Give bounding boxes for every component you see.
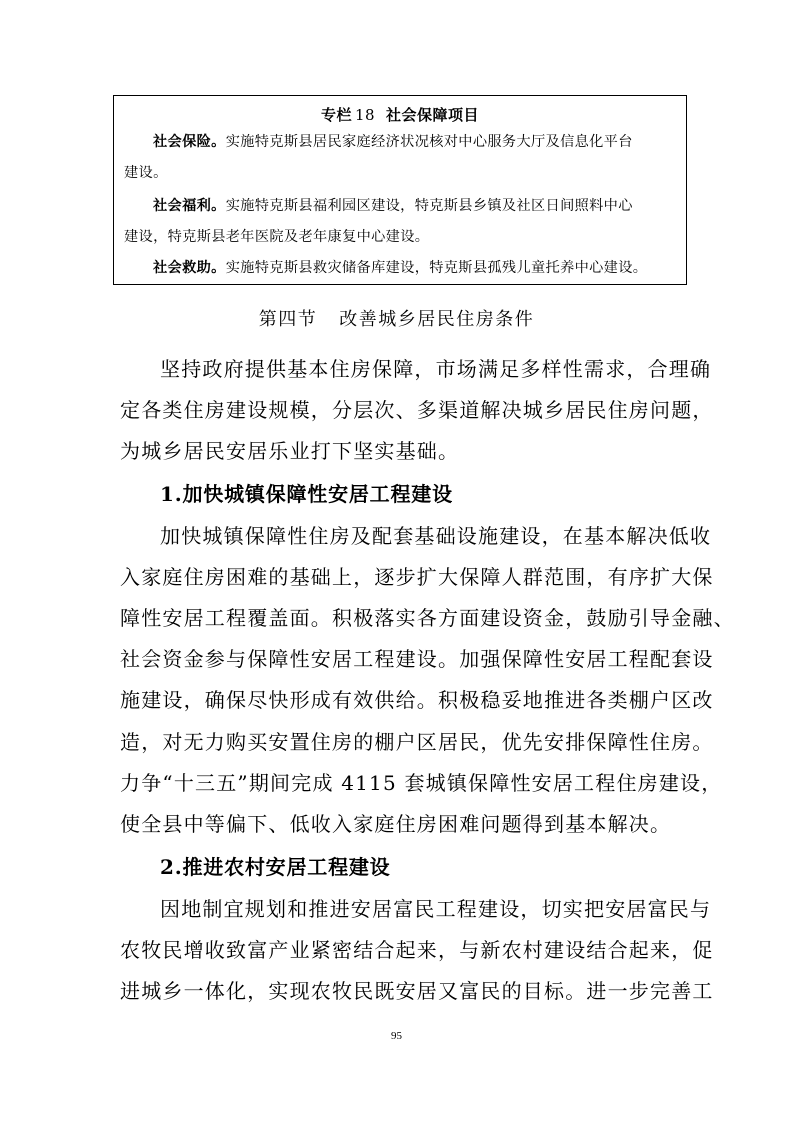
paragraph-line: 加快城镇保障性住房及配套基础设施建设，在基本解决低收 bbox=[160, 524, 712, 548]
section-number: 第四节 bbox=[258, 309, 318, 330]
box-item-label: 社会福利。 bbox=[153, 198, 226, 214]
paragraph-line: 进城乡一体化，实现农牧民既安居又富民的目标。进一步完善工 bbox=[120, 979, 714, 1003]
paragraph-line: 定各类住房建设规模，分层次、多渠道解决城乡居民住房问题， bbox=[120, 398, 714, 422]
box-item-welfare bbox=[114, 198, 686, 215]
paragraph-line: 坚持政府提供基本住房保障，市场满足多样性需求，合理确 bbox=[160, 357, 712, 381]
paragraph-line: 造，对无力购买安置住房的棚户区居民，优先安排保障性住房。 bbox=[120, 730, 714, 754]
column-box-title-number: 18 bbox=[354, 106, 376, 124]
column-box-title-text: 社会保障项目 bbox=[386, 106, 480, 124]
paragraph-line: 障性安居工程覆盖面。积极落实各方面建设资金，鼓励引导金融、 bbox=[120, 606, 735, 630]
section-title-text: 改善城乡居民住房条件 bbox=[339, 309, 535, 330]
subheading-rural-housing: 2.推进农村安居工程建设 bbox=[160, 855, 391, 879]
box-item-relief bbox=[114, 260, 686, 277]
paragraph-line: 社会资金参与保障性安居工程建设。加强保障性安居工程配套设 bbox=[120, 647, 714, 671]
column-box-title-prefix: 专栏 bbox=[320, 106, 352, 124]
box-item-insurance bbox=[114, 134, 686, 151]
box-item-label: 社会救助。 bbox=[153, 260, 226, 276]
page-number: 95 bbox=[391, 1030, 402, 1042]
section-heading bbox=[0, 305, 793, 331]
box-item-continuation bbox=[114, 165, 686, 182]
box-item-text: 建设。 bbox=[124, 165, 168, 181]
paragraph-line: 农牧民增收致富产业紧密结合起来，与新农村建设结合起来，促 bbox=[120, 938, 714, 962]
box-item-text: 实施特克斯县居民家庭经济状况核对中心服务大厅及信息化平台 bbox=[225, 134, 633, 150]
subheading-urban-housing: 1.加快城镇保障性安居工程建设 bbox=[160, 482, 453, 506]
paragraph-line: 因地制宜规划和推进安居富民工程建设，切实把安居富民与 bbox=[160, 897, 712, 921]
paragraph-line: 为城乡居民安居乐业打下坚实基础。 bbox=[120, 439, 460, 463]
box-item-continuation bbox=[114, 229, 686, 246]
paragraph-line: 使全县中等偏下、低收入家庭住房困难问题得到基本解决。 bbox=[120, 812, 672, 836]
box-item-text: 实施特克斯县救灾储备库建设，特克斯县孤残儿童托养中心建设。 bbox=[225, 260, 648, 276]
column-box-social-security bbox=[113, 95, 687, 285]
box-item-text: 建设，特克斯县老年医院及老年康复中心建设。 bbox=[124, 229, 430, 245]
column-box-title bbox=[114, 104, 686, 125]
box-item-label: 社会保险。 bbox=[153, 134, 226, 150]
paragraph-line: 入家庭住房困难的基础上，逐步扩大保障人群范围，有序扩大保 bbox=[120, 565, 714, 589]
box-item-text: 实施特克斯县福利园区建设，特克斯县乡镇及社区日间照料中心 bbox=[225, 198, 633, 214]
paragraph-line: 施建设，确保尽快形成有效供给。积极稳妥地推进各类棚户区改 bbox=[120, 688, 714, 712]
paragraph-line: 力争“十三五”期间完成 4115 套城镇保障性安居工程住房建设， bbox=[120, 771, 723, 795]
